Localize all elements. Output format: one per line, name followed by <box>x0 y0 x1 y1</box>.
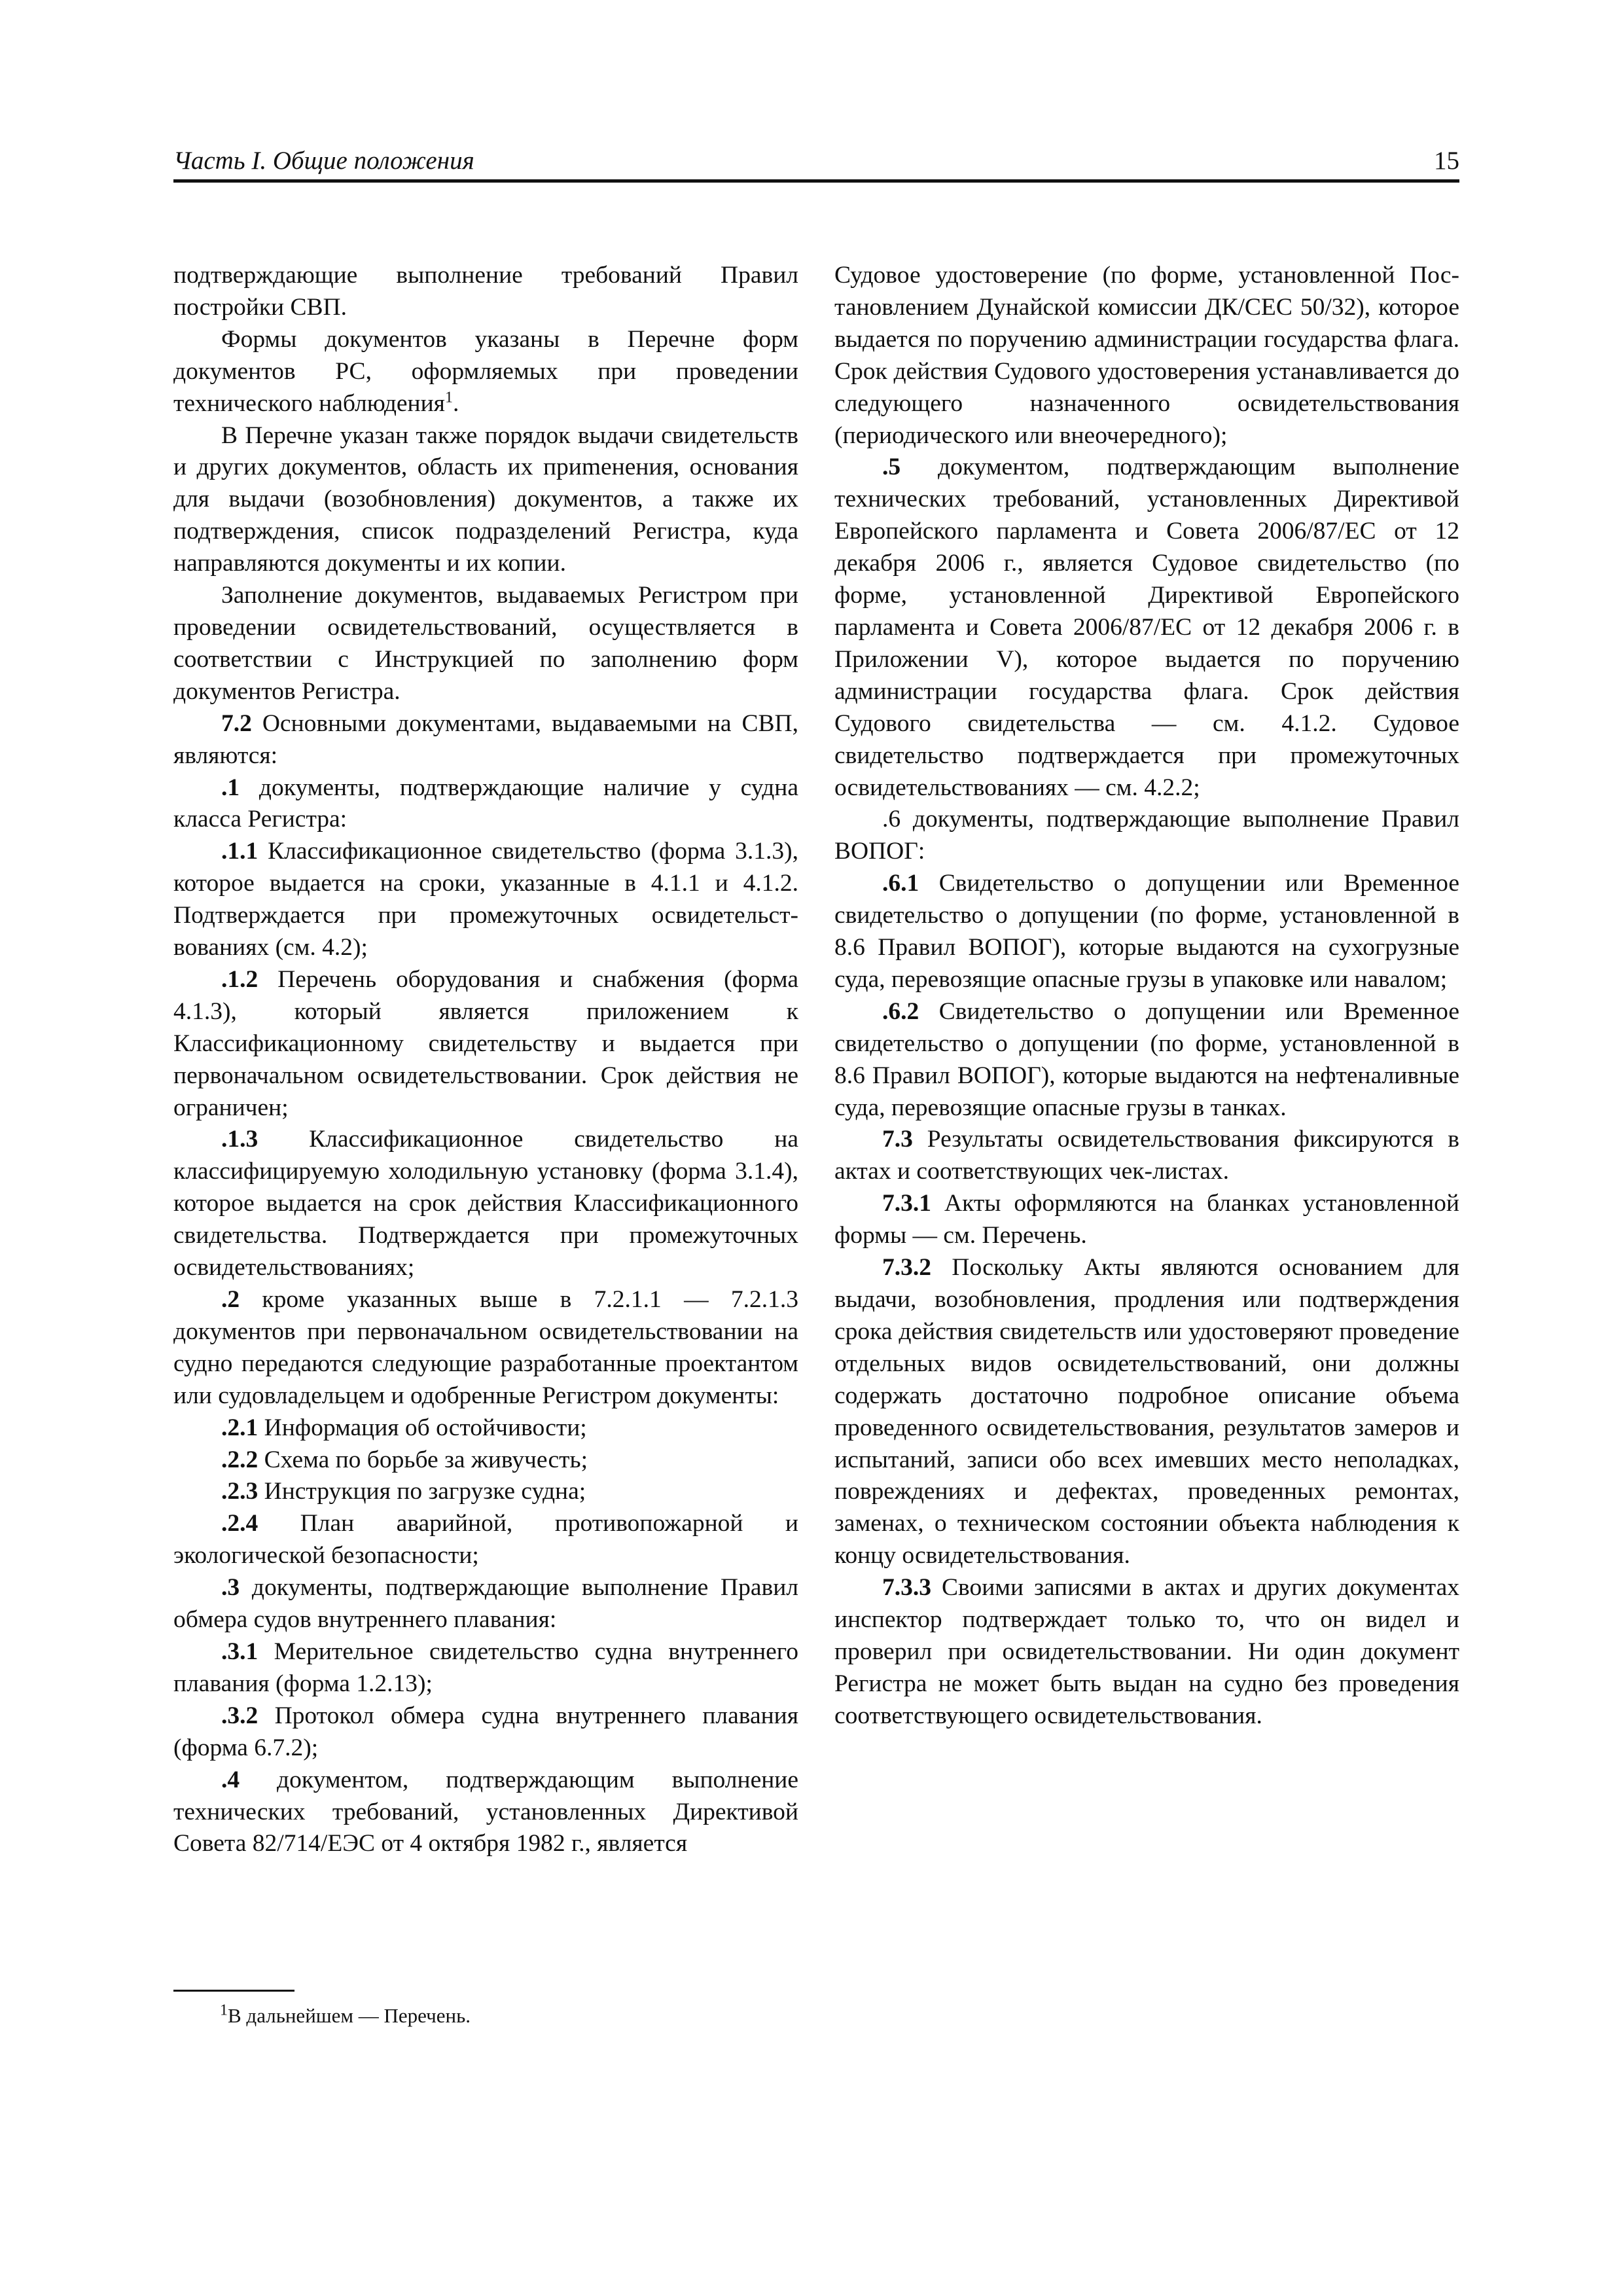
clause-number: .1.1 <box>221 838 259 865</box>
paragraph <box>173 964 798 1124</box>
paragraph <box>834 996 1459 1124</box>
paragraph <box>173 260 798 324</box>
paragraph <box>173 1765 798 1861</box>
paragraph-text: подтверждающие выполнение требований Правил постройки СВП. <box>173 262 798 321</box>
clause-number: .6.2 <box>882 997 919 1025</box>
paragraph <box>173 1444 798 1477</box>
running-header <box>173 143 1459 183</box>
clause-number: .1.3 <box>221 1126 259 1153</box>
clause-number: .2.1 <box>221 1414 259 1441</box>
paragraph <box>173 1700 798 1765</box>
clause-number: 7.3.1 <box>882 1190 931 1217</box>
paragraph-text: Мерительное свидетельство судна внутреннего плавания (форма 1.2.13); <box>173 1638 798 1697</box>
paragraph <box>173 1508 798 1572</box>
paragraph <box>173 324 798 420</box>
paragraph <box>834 1188 1459 1252</box>
clause-number: 7.3.3 <box>882 1574 931 1602</box>
paragraph <box>834 804 1459 868</box>
paragraph-text: Классификационное свидетельство на классифицируемую холодильную установку (форма 3.1.4), которое выдается на срок действия Классификационного свидетельства. Подтверждается при промежуточных освидетельствованиях; <box>173 1126 798 1282</box>
paragraph-text: Протокол обмера судна внутреннего плавания (форма 6.7.2); <box>173 1702 798 1761</box>
paragraph-text: Свидетельство о допущении или Временное свидетельство о допущении (по форме, установленной в 8.6 Правил ВОПОГ), которые выдаются на нефтеналивные суда, перевозящие опасные грузы в танках. <box>834 997 1459 1121</box>
paragraph-text-end: . <box>452 389 459 417</box>
paragraph <box>173 1636 798 1700</box>
running-title: Часть I. Общие положения <box>173 147 474 175</box>
paragraph-text: документом, подтверждающим выполнение технических требований, установленных Директивой Европейского парламента и Совета 2006/87/ЕС от 12 декабря 2006 г., является Судовое свидетельство (по форме, установленной Директивой Европейского парламента и Совета 2006/87/ЕС от 12 декабря 2006 г. в Приложении V), которое выдается по поручению администрации государства флага. Срок действия Судового свидетельства — см. 4.1.2. Судовое свидетельство подтверждается при промежуточных освидетельствованиях — см. 4.2.2; <box>834 454 1459 801</box>
page-number: 15 <box>1434 147 1459 175</box>
clause-number: .4 <box>221 1766 240 1793</box>
paragraph-text: Перечень оборудования и снабжения (форма 4.1.3), который является приложением к Классификационному свидетельству и выдается при первоначальном освидетельствовании. Срок действия не ограничен; <box>173 965 798 1121</box>
paragraph-text: Судовое удостоверение (по форме, установленной Постановлением Дунайской комиссии ДК/СЕС 50/32), которое выдается по поручению администрации государства флага. Срок действия Судового удостоверения устанавливается до следующего назначенного освидетельствования (периодического или внеочередного); <box>834 262 1459 449</box>
paragraph-text: кроме указанных выше в 7.2.1.1 — 7.2.1.3 документов при первоначальном освидетельствовании на судно передаются следующие разработанные проектантом или судовладельцем и одобренные Регистром документы: <box>173 1286 798 1409</box>
paragraph <box>173 580 798 708</box>
clause-number: 7.3 <box>882 1126 913 1153</box>
clause-number: .2.3 <box>221 1478 259 1505</box>
paragraph <box>834 452 1459 804</box>
right-column <box>834 260 1459 1732</box>
clause-number: .2 <box>221 1286 240 1313</box>
clause-number: .2.2 <box>221 1446 259 1473</box>
paragraph <box>834 1252 1459 1572</box>
paragraph <box>173 1412 798 1444</box>
paragraph-text: Инструкция по загрузке судна; <box>258 1478 586 1505</box>
footnote <box>220 2003 471 2029</box>
paragraph-text: Формы документов указаны в Перечне форм документов РС, оформляемых при проведении технического наблюдения <box>173 325 798 417</box>
paragraph-text: документом, подтверждающим выполнение технических требований, установленных Директивой Совета 82/714/ЕЭС от 4 октября 1982 г., является <box>173 1766 798 1857</box>
paragraph <box>834 868 1459 996</box>
clause-number: .2.4 <box>221 1510 259 1537</box>
paragraph <box>173 420 798 581</box>
paragraph-text: документы, подтверждающие наличие у судна класса Регистра: <box>173 774 798 833</box>
paragraph-text: Основными документами, выдаваемыми на СВП, являются: <box>173 709 798 769</box>
footnote-text: В дальнейшем — Перечень. <box>228 2004 471 2027</box>
paragraph <box>173 772 798 836</box>
paragraph <box>834 1124 1459 1188</box>
clause-number: .3.1 <box>221 1638 259 1665</box>
clause-number: 7.3.2 <box>882 1254 931 1282</box>
paragraph <box>173 1572 798 1636</box>
paragraph-text: .6 документы, подтверждающие выполнение Правил ВОПОГ: <box>834 806 1459 865</box>
clause-number: .6.1 <box>882 870 919 897</box>
paragraph-text: Информация об остойчивости; <box>258 1414 587 1441</box>
paragraph-text: Акты оформляются на бланках установленной формы — см. Перечень. <box>834 1190 1459 1249</box>
paragraph-text: Поскольку Акты являются основанием для выдачи, возобновления, продления или подтверждения срока действия свидетельств или удостоверяют проведение отдельных видов освидетельствований, они должны содержать достаточно подробное описание объема проведенного освидетельствования, результатов замеров и испытаний, записи обо всех имевших место неполадках, повреждениях и дефектах, проведенных ремонтах, заменах, о техническом состоянии объекта наблюдения к концу освидетельствования. <box>834 1254 1459 1570</box>
paragraph-text: Свидетельство о допущении или Временное свидетельство о допущении (по форме, установленной в 8.6 Правил ВОПОГ), которые выдаются на сухогрузные суда, перевозящие опасные грузы в упаковке или навалом; <box>834 870 1459 993</box>
clause-number: .1 <box>221 774 240 801</box>
paragraph <box>173 1284 798 1412</box>
paragraph <box>834 260 1459 452</box>
paragraph-text: Схема по борьбе за живучесть; <box>258 1446 588 1473</box>
footnote-rule <box>173 1990 294 1992</box>
clause-number: .1.2 <box>221 965 259 993</box>
paragraph <box>173 836 798 964</box>
paragraph-text: документы, подтверждающие выполнение Правил обмера судов внутреннего плавания: <box>173 1574 798 1634</box>
paragraph-text: План аварийной, противопожарной и экологической безопасности; <box>173 1510 798 1570</box>
paragraph-text: В Перечне указан также порядок выдачи свидетельств и других документов, область их приmенения, основания для выдачи (возобновления) документов, а также их подтверждения, список подразделений Регистра, куда направляются документы и их копии. <box>173 422 798 577</box>
paragraph-text: Результаты освидетельствования фиксируются в актах и соответствующих чек-листах. <box>834 1126 1459 1185</box>
footnote-ref: 1 <box>444 389 453 406</box>
footnote-mark: 1 <box>220 2001 228 2019</box>
paragraph-text: Своими записями в актах и других документах инспектор подтверждает только то, что он видел и проверил при освидетельствовании. Ни один документ Регистра не может быть выдан на судно без проведения соответствующего освидетельствования. <box>834 1574 1459 1729</box>
paragraph <box>173 708 798 772</box>
clause-number: 7.2 <box>221 709 252 737</box>
clause-number: .5 <box>882 454 901 481</box>
paragraph <box>173 1476 798 1508</box>
paragraph-text: Классификационное свидетельство (форма 3.1.3), которое выдается на сроки, указанные в 4.1.1 и 4.1.2. Подтверждается при промежуточных освидетельствованиях (см. 4.2); <box>173 838 798 961</box>
left-column <box>173 260 798 1860</box>
clause-number: .3.2 <box>221 1702 259 1729</box>
paragraph <box>173 1124 798 1284</box>
clause-number: .3 <box>221 1574 240 1602</box>
paragraph-text: Заполнение документов, выдаваемых Регистром при проведении освидетельствований, осуществляется в соответствии с Инструкцией по заполнению форм документов Регистра. <box>173 582 798 705</box>
paragraph <box>834 1572 1459 1732</box>
